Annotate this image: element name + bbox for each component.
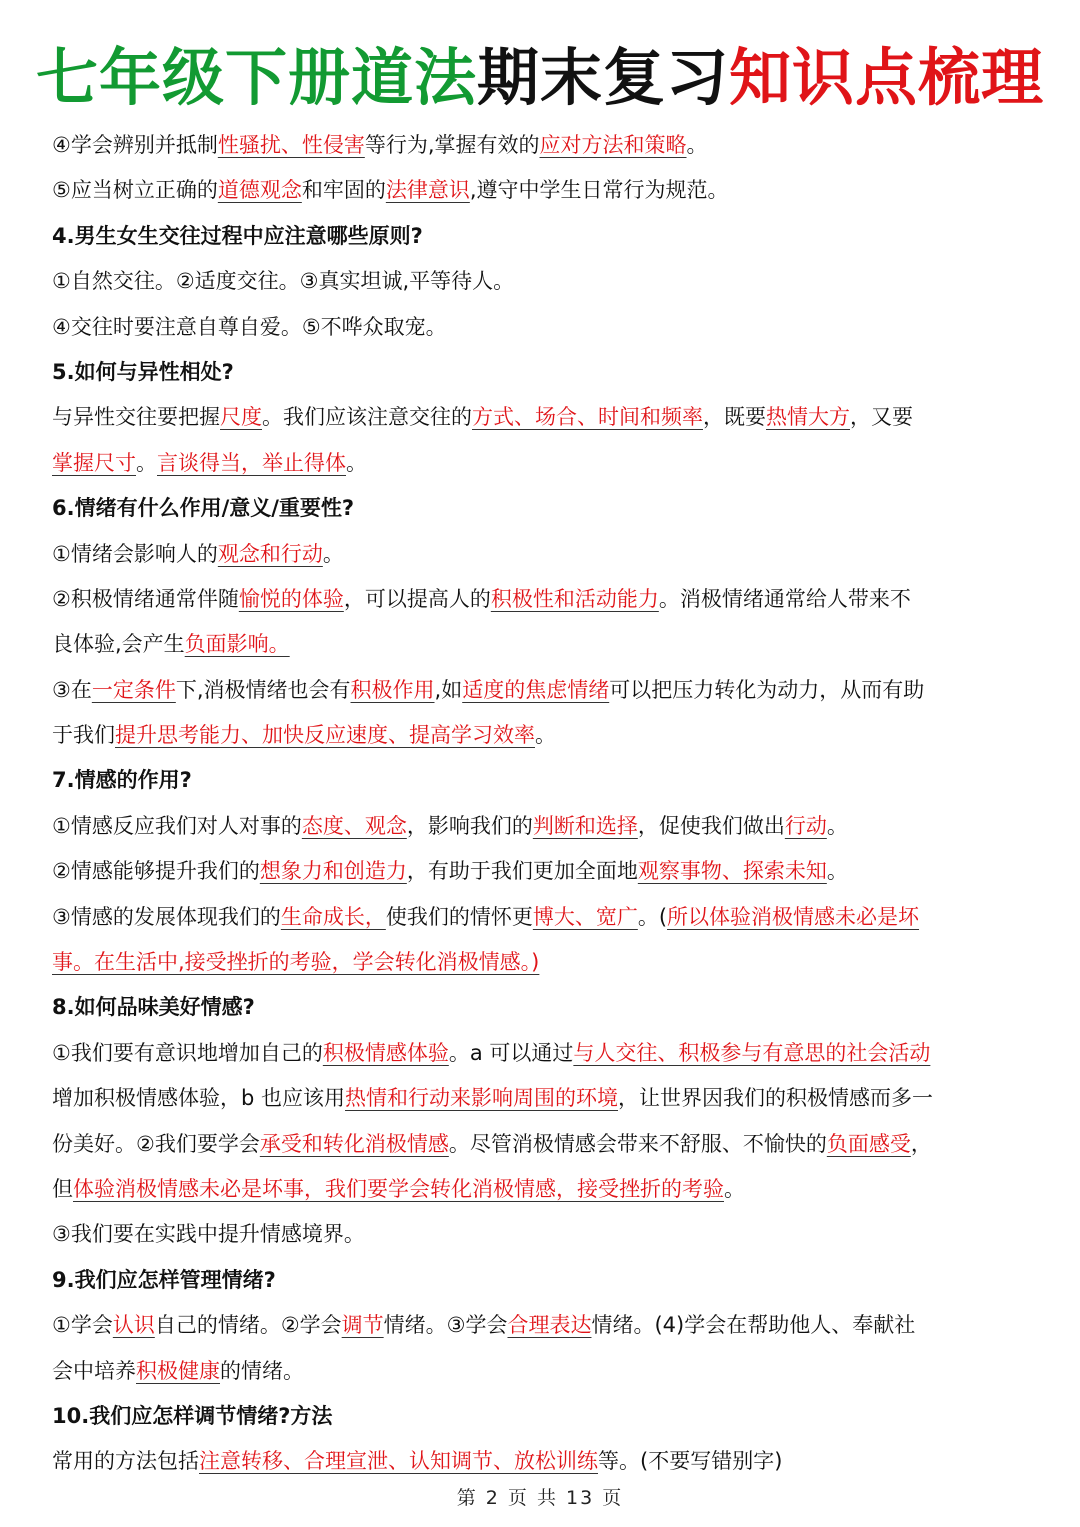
text-segment: 情绪。③学会 (383, 1313, 508, 1338)
highlighted-keyword: 愉悦的体验 (238, 586, 344, 611)
text-segment: 使我们的情怀更 (385, 904, 533, 929)
highlighted-keyword: 想象力和创造力 (259, 859, 407, 884)
text-segment: ,如 (434, 677, 463, 702)
text-segment: 。消极情绪通常给人带来不 (658, 586, 911, 611)
text-line (52, 1349, 1037, 1394)
text-segment: ②情感能够提升我们的 (52, 859, 260, 884)
highlighted-keyword: 掌握尺寸 (52, 450, 136, 475)
highlighted-keyword: 认识 (112, 1313, 155, 1338)
text-line (52, 259, 1037, 304)
section-heading (52, 985, 1037, 1030)
text-segment: 。我们应该注意交往的 (262, 405, 472, 430)
text-segment: ②积极情绪通常伴随 (52, 586, 239, 611)
highlighted-keyword: 博大、宽广 (532, 904, 638, 929)
text-line (52, 1212, 1037, 1257)
text-segment: 常用的方法包括 (52, 1449, 199, 1474)
highlighted-keyword: 积极情感体验 (322, 1040, 449, 1065)
highlighted-keyword: 方式、场合、时间和频率 (472, 405, 703, 430)
text-line (52, 168, 1037, 213)
highlighted-keyword: 热情大方 (766, 405, 850, 430)
text-segment: 5.如何与异性相处? (52, 359, 234, 384)
text-segment: ,遵守中学生日常行为规范。 (469, 178, 729, 203)
text-segment: 等行为,掌握有效的 (364, 133, 540, 157)
text-line (52, 1122, 1037, 1167)
highlighted-keyword: 应对方法和策略 (539, 133, 687, 157)
highlighted-keyword: 积极健康 (136, 1358, 220, 1383)
highlighted-keyword: 尺度 (220, 405, 262, 430)
text-segment: 增加积极情感体验，b 也应该用 (52, 1086, 346, 1111)
text-line (52, 668, 1037, 713)
text-segment: 等。(不要写错别字) (598, 1449, 783, 1474)
text-segment: 情绪。(4)学会在帮助他人、奉献社 (591, 1313, 916, 1338)
text-segment: ， (910, 1131, 932, 1156)
text-segment: 。( (637, 904, 668, 929)
text-segment: 。a 可以通过 (448, 1040, 574, 1065)
text-segment: 。 (346, 450, 367, 475)
text-segment: 与异性交往要把握 (52, 405, 220, 430)
text-segment: ①情绪会影响人的 (52, 541, 218, 566)
highlighted-keyword: 事。在生活中,接受挫折的考验，学会转化消极情感。) (52, 950, 540, 975)
text-segment: ④学会辨别并抵制 (52, 133, 218, 157)
highlighted-keyword: 道德观念 (217, 178, 302, 203)
text-segment: ③我们要在实践中提升情感境界。 (52, 1222, 365, 1247)
text-segment: 自己的情绪。②学会 (154, 1313, 342, 1338)
text-line (52, 713, 1037, 758)
highlighted-keyword: 负面感受 (826, 1131, 911, 1156)
highlighted-keyword: 性骚扰、性侵害 (217, 133, 365, 157)
section-heading (52, 486, 1037, 531)
text-segment: 。 (322, 541, 344, 566)
text-segment: 6.情绪有什么作用/意义/重要性? (52, 496, 355, 521)
title-part-black: 期末复习 (476, 41, 729, 114)
text-line (52, 940, 1037, 985)
page-title (0, 38, 1080, 118)
text-line (52, 1167, 1037, 1212)
highlighted-keyword: 积极作用 (350, 677, 435, 702)
highlighted-keyword: 负面影响。 (184, 632, 290, 657)
text-segment: ①情感反应我们对人对事的 (52, 813, 302, 838)
text-line (52, 395, 1037, 440)
highlighted-keyword: 观察事物、探索未知 (637, 859, 827, 884)
text-segment: ③在 (52, 677, 92, 702)
text-segment: ①自然交往。②适度交往。③真实坦诚,平等待人。 (52, 269, 515, 294)
highlighted-keyword: 判断和选择 (532, 813, 638, 838)
text-line (52, 1031, 1037, 1076)
highlighted-keyword: 法律意识 (385, 178, 470, 203)
text-segment: ，让世界因我们的积极情感而多一 (618, 1086, 934, 1111)
page-footer: 第 2 页 共 13 页 (456, 1487, 624, 1509)
text-segment: 和牢固的 (301, 178, 386, 203)
highlighted-keyword: 合理表达 (507, 1313, 592, 1338)
text-segment: ③情感的发展体现我们的 (52, 904, 281, 929)
text-line (52, 1303, 1037, 1348)
text-segment: 于我们 (52, 723, 115, 748)
text-segment: ④交往时要注意自尊自爱。⑤不哗众取宠。 (52, 314, 447, 339)
highlighted-keyword: 与人交往、积极参与有意思的社会活动 (573, 1040, 931, 1065)
text-line (52, 895, 1037, 940)
text-segment: 下,消极情绪也会有 (175, 677, 351, 702)
text-line (52, 1076, 1037, 1121)
text-segment: 10.我们应怎样调节情绪?方法 (52, 1403, 333, 1428)
text-segment: 。 (724, 1176, 745, 1201)
text-segment: ①学会 (52, 1313, 113, 1338)
highlighted-keyword: 观念和行动 (217, 541, 323, 566)
text-line (52, 1439, 1037, 1484)
title-part-green: 七年级下册道法 (35, 41, 477, 114)
document-body (52, 123, 1037, 1485)
text-line (52, 849, 1037, 894)
text-segment: 。 (826, 813, 848, 838)
text-segment: ，有助于我们更加全面地 (406, 859, 638, 884)
text-line (52, 577, 1037, 622)
text-segment: 。 (826, 859, 848, 884)
text-segment: ①我们要有意识地增加自己的 (52, 1040, 323, 1065)
text-segment: 。 (686, 133, 708, 157)
highlighted-keyword: 态度、观念 (301, 813, 407, 838)
text-line (52, 123, 1037, 168)
text-segment: 8.如何品味美好情感? (52, 995, 255, 1020)
text-segment: 4.男生女生交往过程中应注意哪些原则? (52, 223, 423, 248)
text-segment: 可以把压力转化为动力，从而有助 (609, 677, 925, 702)
text-line (52, 441, 1037, 486)
highlighted-keyword: 言谈得当，举止得体 (157, 450, 346, 475)
highlighted-keyword: 提升思考能力、加快反应速度、提高学习效率 (115, 723, 535, 748)
text-segment: 。 (136, 450, 157, 475)
text-segment: 但 (52, 1176, 73, 1201)
highlighted-keyword: 适度的焦虑情绪 (462, 677, 610, 702)
text-line (52, 622, 1037, 667)
text-line (52, 804, 1037, 849)
text-segment: ，影响我们的 (406, 813, 533, 838)
text-segment: 9.我们应怎样管理情绪? (52, 1267, 276, 1292)
highlighted-keyword: 积极性和活动能力 (490, 586, 659, 611)
section-heading (52, 350, 1037, 395)
text-segment: ，既要 (703, 405, 766, 430)
section-heading (52, 1258, 1037, 1303)
highlighted-keyword: 体验消极情感未必是坏事，我们要学会转化消极情感，接受挫折的考验 (73, 1176, 724, 1201)
highlighted-keyword: 一定条件 (91, 677, 176, 702)
text-segment: ，可以提高人的 (343, 586, 491, 611)
text-segment: 会中培养 (52, 1358, 136, 1383)
text-line (52, 532, 1037, 577)
text-segment: ，促使我们做出 (637, 813, 785, 838)
highlighted-keyword: 所以体验消极情感未必是坏 (667, 904, 920, 929)
highlighted-keyword: 热情和行动来影响周围的环境 (345, 1086, 619, 1111)
title-part-red: 知识点梳理 (729, 41, 1045, 114)
text-segment: 份美好。②我们要学会 (52, 1131, 260, 1156)
text-segment: 良体验,会产生 (52, 632, 185, 657)
highlighted-keyword: 注意转移、合理宣泄、认知调节、放松训练 (199, 1449, 598, 1474)
text-line (52, 305, 1037, 350)
section-heading (52, 214, 1037, 259)
text-segment: 的情绪。 (220, 1358, 304, 1383)
highlighted-keyword: 承受和转化消极情感 (259, 1131, 449, 1156)
text-segment: 。 (535, 723, 556, 748)
section-heading (52, 758, 1037, 803)
highlighted-keyword: 行动 (784, 813, 827, 838)
highlighted-keyword: 调节 (341, 1313, 384, 1338)
section-heading (52, 1394, 1037, 1439)
text-segment: 7.情感的作用? (52, 768, 192, 793)
text-segment: ，又要 (850, 405, 913, 430)
text-segment: ⑤应当树立正确的 (52, 178, 218, 203)
text-segment: 。尽管消极情感会带来不舒服、不愉快的 (448, 1131, 827, 1156)
highlighted-keyword: 生命成长， (280, 904, 386, 929)
